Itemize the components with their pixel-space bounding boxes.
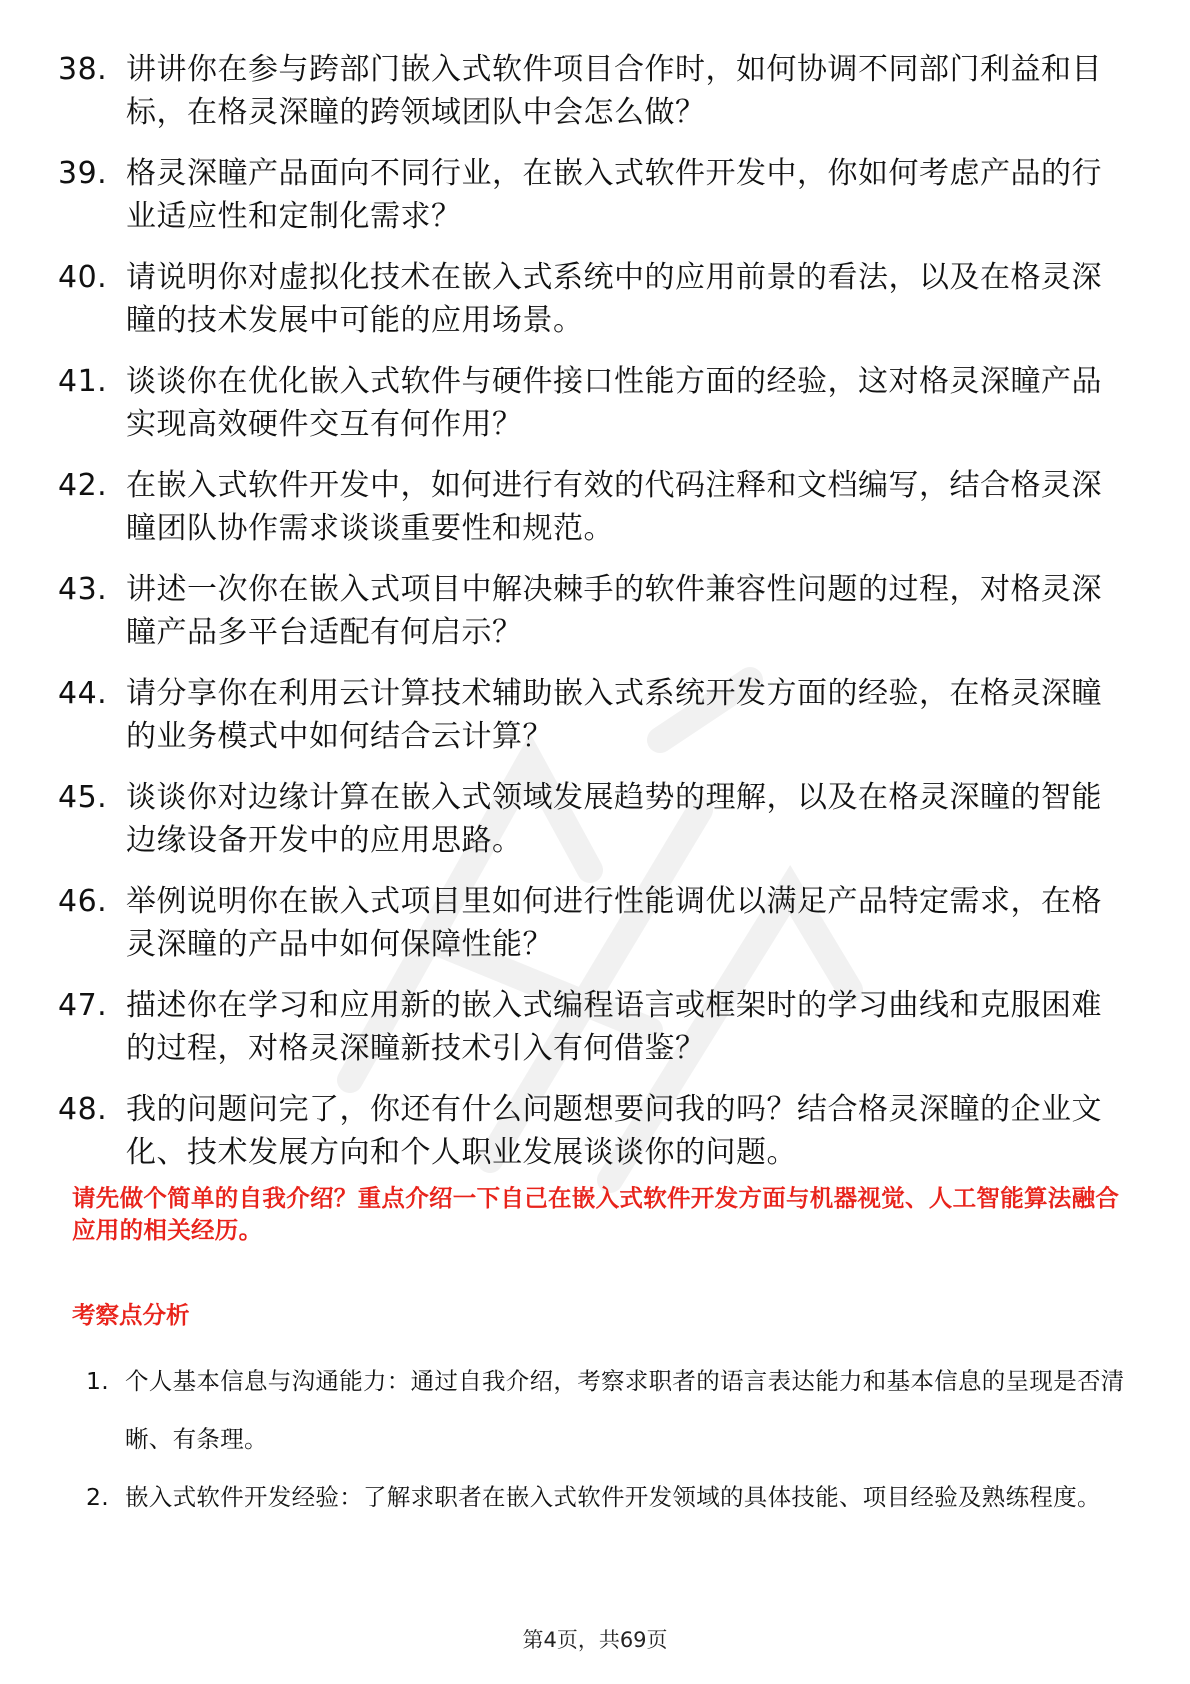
question-text: 举例说明你在嵌入式项目里如何进行性能调优以满足产品特定需求，在格灵深瞳的产品中如何保障性能？ [126, 884, 1102, 962]
question-item-44 [58, 672, 1128, 758]
question-text: 谈谈你对边缘计算在嵌入式领域发展趋势的理解，以及在格灵深瞳的智能边缘设备开发中的应用思路。 [126, 780, 1102, 858]
question-text: 讲述一次你在嵌入式项目中解决棘手的软件兼容性问题的过程，对格灵深瞳产品多平台适配有何启示？ [126, 572, 1102, 650]
question-item-43 [58, 568, 1128, 654]
question-text: 请说明你对虚拟化技术在嵌入式系统中的应用前景的看法，以及在格灵深瞳的技术发展中可能的应用场景。 [126, 260, 1102, 338]
question-item-47 [58, 984, 1128, 1070]
question-item-48 [58, 1088, 1128, 1174]
question-item-46 [58, 880, 1128, 966]
point-number: 1. [86, 1367, 110, 1395]
question-item-40 [58, 256, 1128, 342]
point-text: 嵌入式软件开发经验：了解求职者在嵌入式软件开发领域的具体技能、项目经验及熟练程度。 [125, 1483, 1101, 1511]
interview-prompt: 请先做个简单的自我介绍？重点介绍一下自己在嵌入式软件开发方面与机器视觉、人工智能算法融合应用的相关经历。 [72, 1184, 1120, 1244]
question-number: 41. [58, 364, 108, 399]
question-number: 45. [58, 780, 108, 815]
analysis-point-list [86, 1352, 1136, 1526]
question-text: 讲讲你在参与跨部门嵌入式软件项目合作时，如何协调不同部门利益和目标，在格灵深瞳的跨领域团队中会怎么做？ [126, 52, 1102, 130]
question-number: 44. [58, 676, 108, 711]
question-number: 39. [58, 156, 108, 191]
question-number: 40. [58, 260, 108, 295]
question-item-45 [58, 776, 1128, 862]
question-list [58, 48, 1128, 1192]
question-item-38 [58, 48, 1128, 134]
question-number: 38. [58, 52, 108, 87]
analysis-heading: 考察点分析 [72, 1301, 190, 1329]
analysis-point-2 [86, 1468, 1136, 1526]
question-text: 谈谈你在优化嵌入式软件与硬件接口性能方面的经验，这对格灵深瞳产品实现高效硬件交互有何作用？ [126, 364, 1102, 442]
question-item-41 [58, 360, 1128, 446]
question-number: 46. [58, 884, 108, 919]
question-number: 47. [58, 988, 108, 1023]
question-text: 在嵌入式软件开发中，如何进行有效的代码注释和文档编写，结合格灵深瞳团队协作需求谈谈重要性和规范。 [126, 468, 1102, 546]
question-number: 43. [58, 572, 108, 607]
analysis-point-1 [86, 1352, 1136, 1468]
question-text: 请分享你在利用云计算技术辅助嵌入式系统开发方面的经验，在格灵深瞳的业务模式中如何结合云计算？ [126, 676, 1102, 754]
question-item-42 [58, 464, 1128, 550]
question-item-39 [58, 152, 1128, 238]
question-text: 我的问题问完了，你还有什么问题想要问我的吗？结合格灵深瞳的企业文化、技术发展方向和个人职业发展谈谈你的问题。 [126, 1092, 1102, 1170]
question-number: 48. [58, 1092, 108, 1127]
page-footer: 第4页，共69页 [522, 1628, 668, 1652]
point-text: 个人基本信息与沟通能力：通过自我介绍，考察求职者的语言表达能力和基本信息的呈现是否清晰、有条理。 [125, 1367, 1125, 1453]
question-text: 描述你在学习和应用新的嵌入式编程语言或框架时的学习曲线和克服困难的过程，对格灵深瞳新技术引入有何借鉴？ [126, 988, 1102, 1066]
question-text: 格灵深瞳产品面向不同行业，在嵌入式软件开发中，你如何考虑产品的行业适应性和定制化需求？ [126, 156, 1102, 234]
question-number: 42. [58, 468, 108, 503]
point-number: 2. [86, 1483, 110, 1511]
